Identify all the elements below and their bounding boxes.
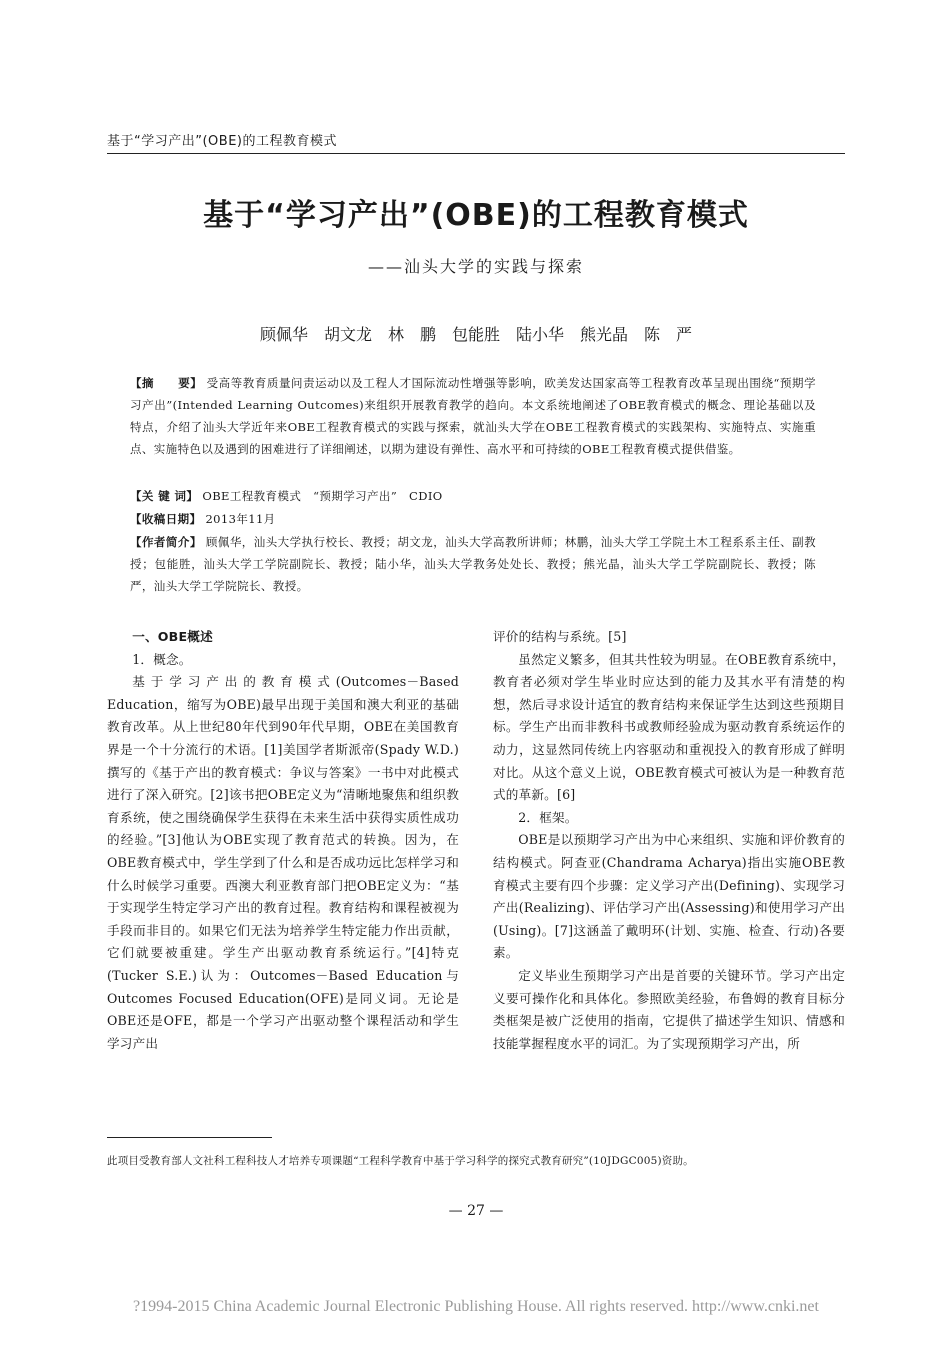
author-bio-text: 顾佩华，汕头大学执行校长、教授；胡文龙，汕头大学高教所讲师；林鹏，汕头大学工学院土木工程系系主任、副教授；包能胜，汕头大学工学院副院长、教授；陆小华，汕头大学教务处处长、教授；熊光晶，汕头大学工学院副院长、教授；陈严，汕头大学工学院院长、教授。 bbox=[130, 535, 816, 593]
author-bio-block bbox=[130, 531, 816, 597]
author-bio-label: 【作者简介】 bbox=[130, 535, 202, 549]
subsection-heading: 1．概念。 bbox=[132, 651, 192, 667]
abstract-block bbox=[130, 372, 816, 460]
abstract-text: 受高等教育质量问责运动以及工程人才国际流动性增强等影响，欧美发达国家高等工程教育改革呈现出围绕“预期学习产出”(Intended Learning Outcomes)来组织开展教育教学的趋向。本文系统地阐述了OBE教育模式的概念、理论基础以及特点，介绍了汕头大学近年来OBE工程教育模式的实践与探索，就汕头大学在OBE工程教育模式的实践架构、实施特点、实施重点、实施特色以及遇到的困难进行了详细阐述，以期为建设有弹性、高水平和可持续的OBE工程教育模式提供借鉴。 bbox=[130, 376, 816, 456]
right-column bbox=[493, 626, 845, 1055]
running-head: 基于“学习产出”(OBE)的工程教育模式 bbox=[107, 134, 337, 149]
body-paragraph: 基于学习产出的教育模式(Outcomes－Based Education，缩写为OBE)最早出现于美国和澳大利亚的基础教育改革。从上世纪80年代到90年代早期，OBE在美国教育界是一个十分流行的术语。[1]美国学者斯派帝(Spady W.D.)撰写的《基于产出的教育模式：争议与答案》一书中对此模式进行了深入研究。[2]该书把OBE定义为“清晰地聚焦和组织教育系统，使之围绕确保学生获得在未来生活中获得实质性成功的经验。”[3]他认为OBE实现了教育范式的转换。因为，在OBE教育模式中，学生学到了什么和是否成功远比怎样学习和什么时候学习重要。西澳大利亚教育部门把OBE定义为：“基于实现学生特定学习产出的教育过程。教育结构和课程被视为手段而非目的。如果它们无法为培养学生特定能力作出贡献，它们就要被重建。学生产出驱动教育系统运行。”[4]特克(Tucker S.E.)认为：Outcomes－Based Education与Outcomes Focused Education(OFE)是同义词。无论是OBE还是OFE，都是一个学习产出驱动整个课程活动和学生学习产出 bbox=[107, 674, 459, 1051]
keywords-block bbox=[130, 485, 816, 507]
article-title: 基于“学习产出”(OBE)的工程教育模式 bbox=[203, 198, 749, 233]
keywords-label: 【关 键 词】 bbox=[130, 489, 199, 503]
body-paragraph: 定义毕业生预期学习产出是首要的关键环节。学习产出定义要可操作化和具体化。参照欧美经验，布鲁姆的教育目标分类框架是被广泛使用的指南，它提供了描述学生知识、情感和技能掌握程度水平的词汇。为了实现预期学习产出，所 bbox=[493, 967, 845, 1051]
article-subtitle: ——汕头大学的实践与探索 bbox=[367, 257, 584, 276]
keywords-text: OBE工程教育模式 “预期学习产出” CDIO bbox=[202, 489, 443, 503]
body-paragraph: 评价的结构与系统。[5] bbox=[493, 629, 627, 644]
footnote: 此项目受教育部人文社科工程科技人才培养专项课题“工程科学教育中基于学习科学的探究式教育研究”(10JDGC005)资助。 bbox=[107, 1155, 694, 1167]
received-label: 【收稿日期】 bbox=[130, 512, 202, 526]
body-paragraph: OBE是以预期学习产出为中心来组织、实施和评价教育的结构模式。阿查亚(Chandrama Acharya)指出实施OBE教育模式主要有四个步骤：定义学习产出(Defining)、实现学习产出(Realizing)、评估学习产出(Assessing)和使用学习产出(Using)。[7]这涵盖了戴明环(计划、实施、检查、行动)各要素。 bbox=[493, 832, 845, 961]
received-text: 2013年11月 bbox=[205, 512, 276, 526]
left-column bbox=[107, 626, 459, 1055]
section-heading: 一、OBE概述 bbox=[132, 629, 213, 644]
copyright-watermark: ?1994-2015 China Academic Journal Electronic Publishing House. All rights reserved. http://www.cnki.net bbox=[133, 1298, 819, 1315]
abstract-label: 【摘 要】 bbox=[130, 376, 203, 390]
subsection-heading: 2．框架。 bbox=[518, 809, 578, 825]
received-block bbox=[130, 508, 816, 530]
body-paragraph: 虽然定义繁多，但其共性较为明显。在OBE教育系统中，教育者必须对学生毕业时应达到的能力及其水平有清楚的构想，然后寻求设计适宜的教育结构来保证学生达到这些预期目标。学生产出而非教科书或教师经验成为驱动教育系统运作的动力，这显然同传统上内容驱动和重视投入的教育形成了鲜明对比。从这个意义上说，OBE教育模式可被认为是一种教育范式的革新。[6] bbox=[493, 651, 845, 803]
header-rule bbox=[107, 153, 845, 154]
footnote-rule bbox=[107, 1137, 272, 1138]
author-list: 顾佩华 胡文龙 林 鹏 包能胜 陆小华 熊光晶 陈 严 bbox=[259, 325, 692, 344]
page-number: — 27 — bbox=[448, 1203, 504, 1219]
